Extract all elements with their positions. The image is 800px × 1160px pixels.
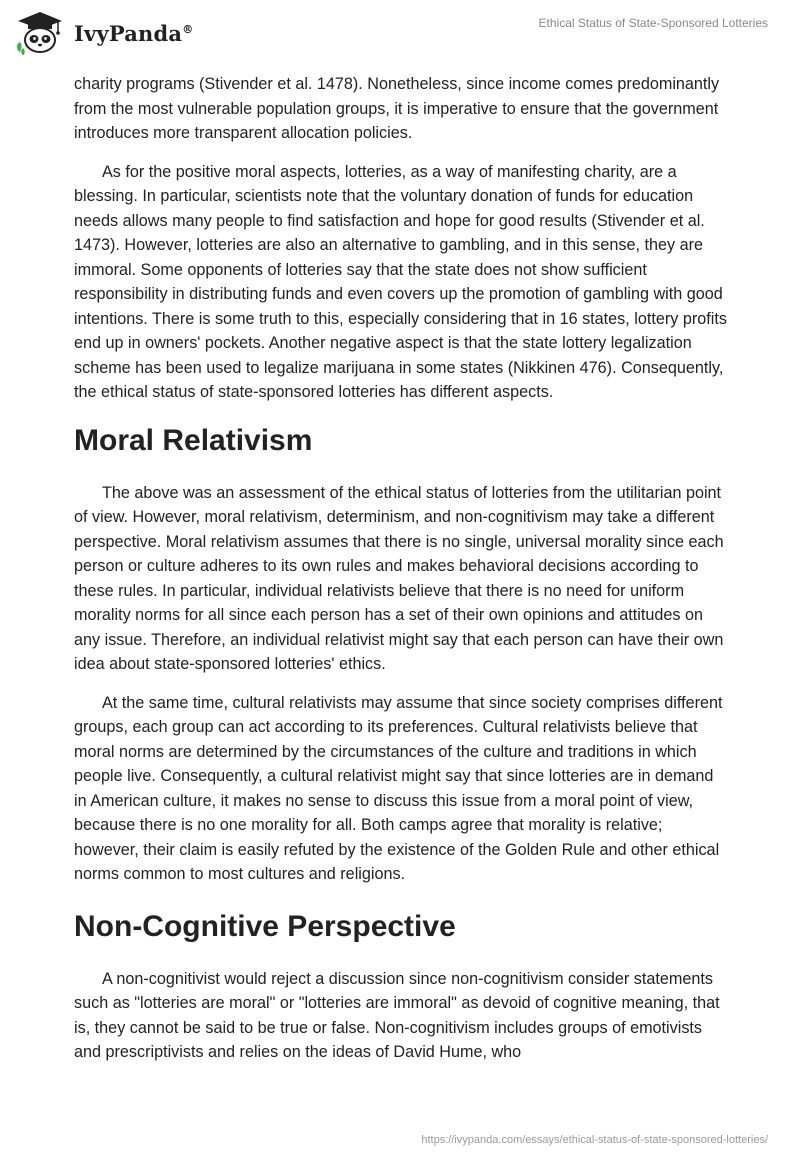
heading-moral-relativism: Moral Relativism [74,423,313,457]
paragraph-non-cognitive-1: A non-cognitivist would reject a discussion since non-cognitivism consider statements such as "lotteries are moral" or "lotteries are immoral" as devoid of cognitive meaning, that is, they cannot be said to be true or false. Non-cognitivism includes groups of emotivists and prescriptivists and relies on the ideas of David Hume, who [74,969,720,1061]
document-title: Ethical Status of State-Sponsored Lotteries [538,16,768,30]
panda-mascot-icon [14,10,66,56]
paragraph-intro-continuation: charity programs (Stivender et al. 1478). Nonetheless, since income comes predominantly from the most vulnerable population groups, it is imperative to ensure that the government introduces more transparent allocation policies. [74,75,720,142]
essay-body [74,72,730,1065]
page-header [0,0,800,70]
paragraph-moral-relativism-1: The above was an assessment of the ethical status of lotteries from the utilitarian point of view. However, moral relativism, determinism, and non-cognitivism may take a different perspective. Moral relativism assumes that there is no single, universal morality since each person or culture adheres to its own rules and makes behavioral decisions according to these rules. In particular, individual relativists believe that there is no need for uniform morality norms for all since each person has a set of their own opinions and attitudes on any issue. Therefore, an individual relativist might say that each person can have their own idea about state-sponsored lotteries' ethics. [74,483,724,673]
brand-name [74,21,193,46]
heading-non-cognitive-perspective: Non-Cognitive Perspective [74,909,456,943]
trademark-symbol: ® [182,22,194,36]
ivypanda-logo[interactable] [14,10,193,56]
source-url[interactable]: https://ivypanda.com/essays/ethical-status-of-state-sponsored-lotteries/ [421,1134,768,1146]
brand-text: IvyPanda [74,20,183,46]
paragraph-positive-moral-aspects: As for the positive moral aspects, lotteries, as a way of manifesting charity, are a blessing. In particular, scientists note that the voluntary donation of funds for education needs allows many people to find satisfaction and hope for good results (Stivender et al. 1473). However, lotteries are also an alternative to gambling, and in this sense, they are immoral. Some opponents of lotteries say that the state does not show sufficient responsibility in distributing funds and even covers up the promotion of gambling with good intentions. There is some truth to this, especially considering that in 16 states, lottery profits end up in owners' pockets. Another negative aspect is that the state lottery legalization scheme has been used to legalize marijuana in some states (Nikkinen 476). Consequently, the ethical status of state-sponsored lotteries has different aspects. [74,162,727,401]
paragraph-moral-relativism-2: At the same time, cultural relativists may assume that since society comprises different groups, each group can act according to its preferences. Cultural relativists believe that moral norms are determined by the circumstances of the culture and traditions in which people live. Consequently, a cultural relativist might say that since lotteries are in demand in American culture, it makes no sense to discuss this issue from a moral point of view, because there is no one morality for all. Both camps agree that morality is relative; however, their claim is easily refuted by the existence of the Golden Rule and other ethical norms common to most cultures and religions. [74,693,723,883]
